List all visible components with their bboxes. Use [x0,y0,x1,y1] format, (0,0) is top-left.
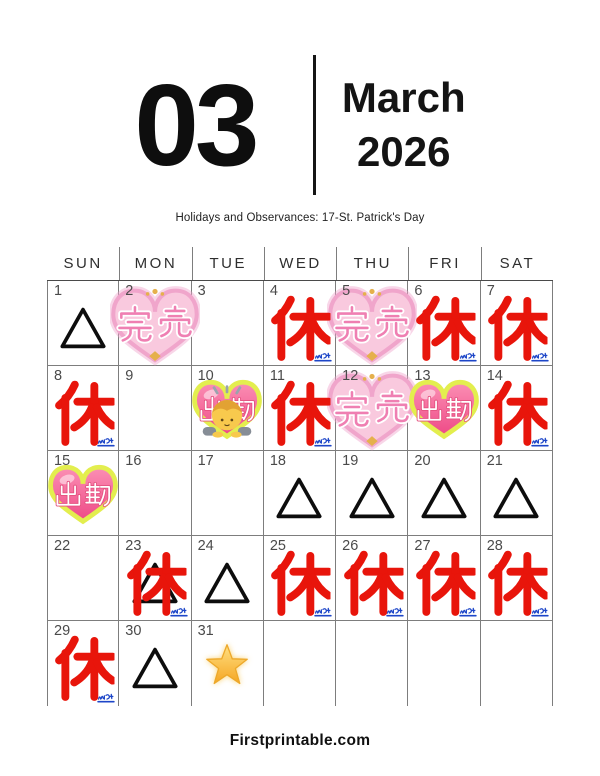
month-number: 03 [134,60,256,190]
day-number: 4 [269,283,278,299]
day-number: 18 [269,453,286,469]
blue-stamp-icon [170,605,189,618]
day-cell-1 [47,281,119,366]
motion-lines [214,387,240,393]
day-number: 10 [197,368,214,384]
day-number: 22 [54,538,71,554]
blue-stamp-icon [459,350,478,363]
day-cell-4 [264,281,336,366]
day-number: 17 [197,453,214,469]
day-number: 2 [125,283,134,299]
day-cell-25 [264,536,336,621]
day-cell-31 [192,621,264,706]
triangle-mark [60,307,106,349]
day-number: 6 [414,283,423,299]
day-cell-3 [192,281,264,366]
blue-stamp-icon [459,605,478,618]
day-number: 31 [197,623,214,639]
triangle-mark [493,477,539,519]
work-heart-sticker [409,376,479,442]
blue-stamp-icon [531,350,550,363]
weekday-header-cell: SUN [63,255,103,272]
day-cell-26 [336,536,408,621]
day-cell-6 [408,281,480,366]
day-number: 20 [414,453,431,469]
day-cell-30 [119,621,191,706]
day-cell-5 [336,281,408,366]
soldout-heart-sticker [327,369,417,451]
blue-stamp-icon [314,435,333,448]
day-cell-16 [119,451,191,536]
triangle-mark [421,477,467,519]
triangle-mark [349,477,395,519]
day-cell-20 [408,451,480,536]
day-cell-13 [408,366,480,451]
day-number: 25 [269,538,286,554]
day-number: 5 [342,283,351,299]
day-number: 8 [54,368,63,384]
work-heart-sticker [48,461,118,527]
calendar-grid [47,280,553,706]
title-divider [313,55,316,195]
day-cell-7 [481,281,553,366]
day-number: 7 [486,283,495,299]
day-number: 24 [197,538,214,554]
day-cell-29 [47,621,119,706]
blue-stamp-icon [314,605,333,618]
day-number: 15 [54,453,71,469]
day-number: 1 [54,283,63,299]
day-number: 27 [414,538,431,554]
weekday-header-cell: SAT [481,247,553,280]
day-number: 19 [342,453,359,469]
blue-stamp-icon [314,350,333,363]
bowing-person-emoji [200,384,254,442]
day-number: 28 [486,538,503,554]
footer-site-name: Firstprintable.com [229,732,371,749]
calendar-title [0,50,600,200]
day-number: 14 [486,368,503,384]
day-cell-empty [336,621,408,706]
month-year-block [342,71,466,179]
triangle-mark [204,562,250,604]
day-number: 29 [54,623,71,639]
blue-stamp-icon [386,605,405,618]
weekday-header-cell: MON [119,247,191,280]
day-number: 26 [342,538,359,554]
triangle-mark [132,647,178,689]
weekday-header-row [47,247,553,280]
day-cell-8 [47,366,119,451]
day-cell-17 [192,451,264,536]
day-number: 30 [125,623,142,639]
day-cell-23 [119,536,191,621]
day-number: 16 [125,453,142,469]
soldout-heart-sticker [110,284,200,366]
day-number: 3 [197,283,206,299]
triangle-mark [276,477,322,519]
day-cell-15 [47,451,119,536]
day-cell-18 [264,451,336,536]
day-number: 21 [486,453,503,469]
day-number: 11 [269,368,285,384]
day-cell-12 [336,366,408,451]
day-cell-empty [264,621,336,706]
day-cell-10 [192,366,264,451]
day-number: 9 [125,368,134,384]
blue-stamp-icon [531,605,550,618]
day-cell-24 [192,536,264,621]
day-number: 23 [125,538,142,554]
day-cell-28 [481,536,553,621]
blue-stamp-icon [97,435,116,448]
blue-stamp-icon [531,435,550,448]
day-number: 12 [342,368,359,384]
day-cell-11 [264,366,336,451]
day-number: 13 [414,368,431,384]
month-name: March [341,74,466,122]
day-cell-14 [481,366,553,451]
weekday-header-cell: FRI [408,247,480,280]
weekday-header-cell: WED [264,247,336,280]
day-cell-19 [336,451,408,536]
day-cell-22 [47,536,119,621]
day-cell-empty [481,621,553,706]
star-emoji [205,643,249,687]
weekday-header-cell: TUE [192,247,264,280]
soldout-heart-sticker [327,284,417,366]
day-cell-empty [408,621,480,706]
weekday-header-cell: THU [336,247,408,280]
holidays-note: Holidays and Observances: 17-St. Patrick's Day [175,212,425,224]
year: 2026 [357,128,451,175]
calendar [47,247,553,706]
blue-stamp-icon [97,691,116,704]
day-cell-9 [119,366,191,451]
day-cell-27 [408,536,480,621]
day-cell-2 [119,281,191,366]
day-cell-21 [481,451,553,536]
